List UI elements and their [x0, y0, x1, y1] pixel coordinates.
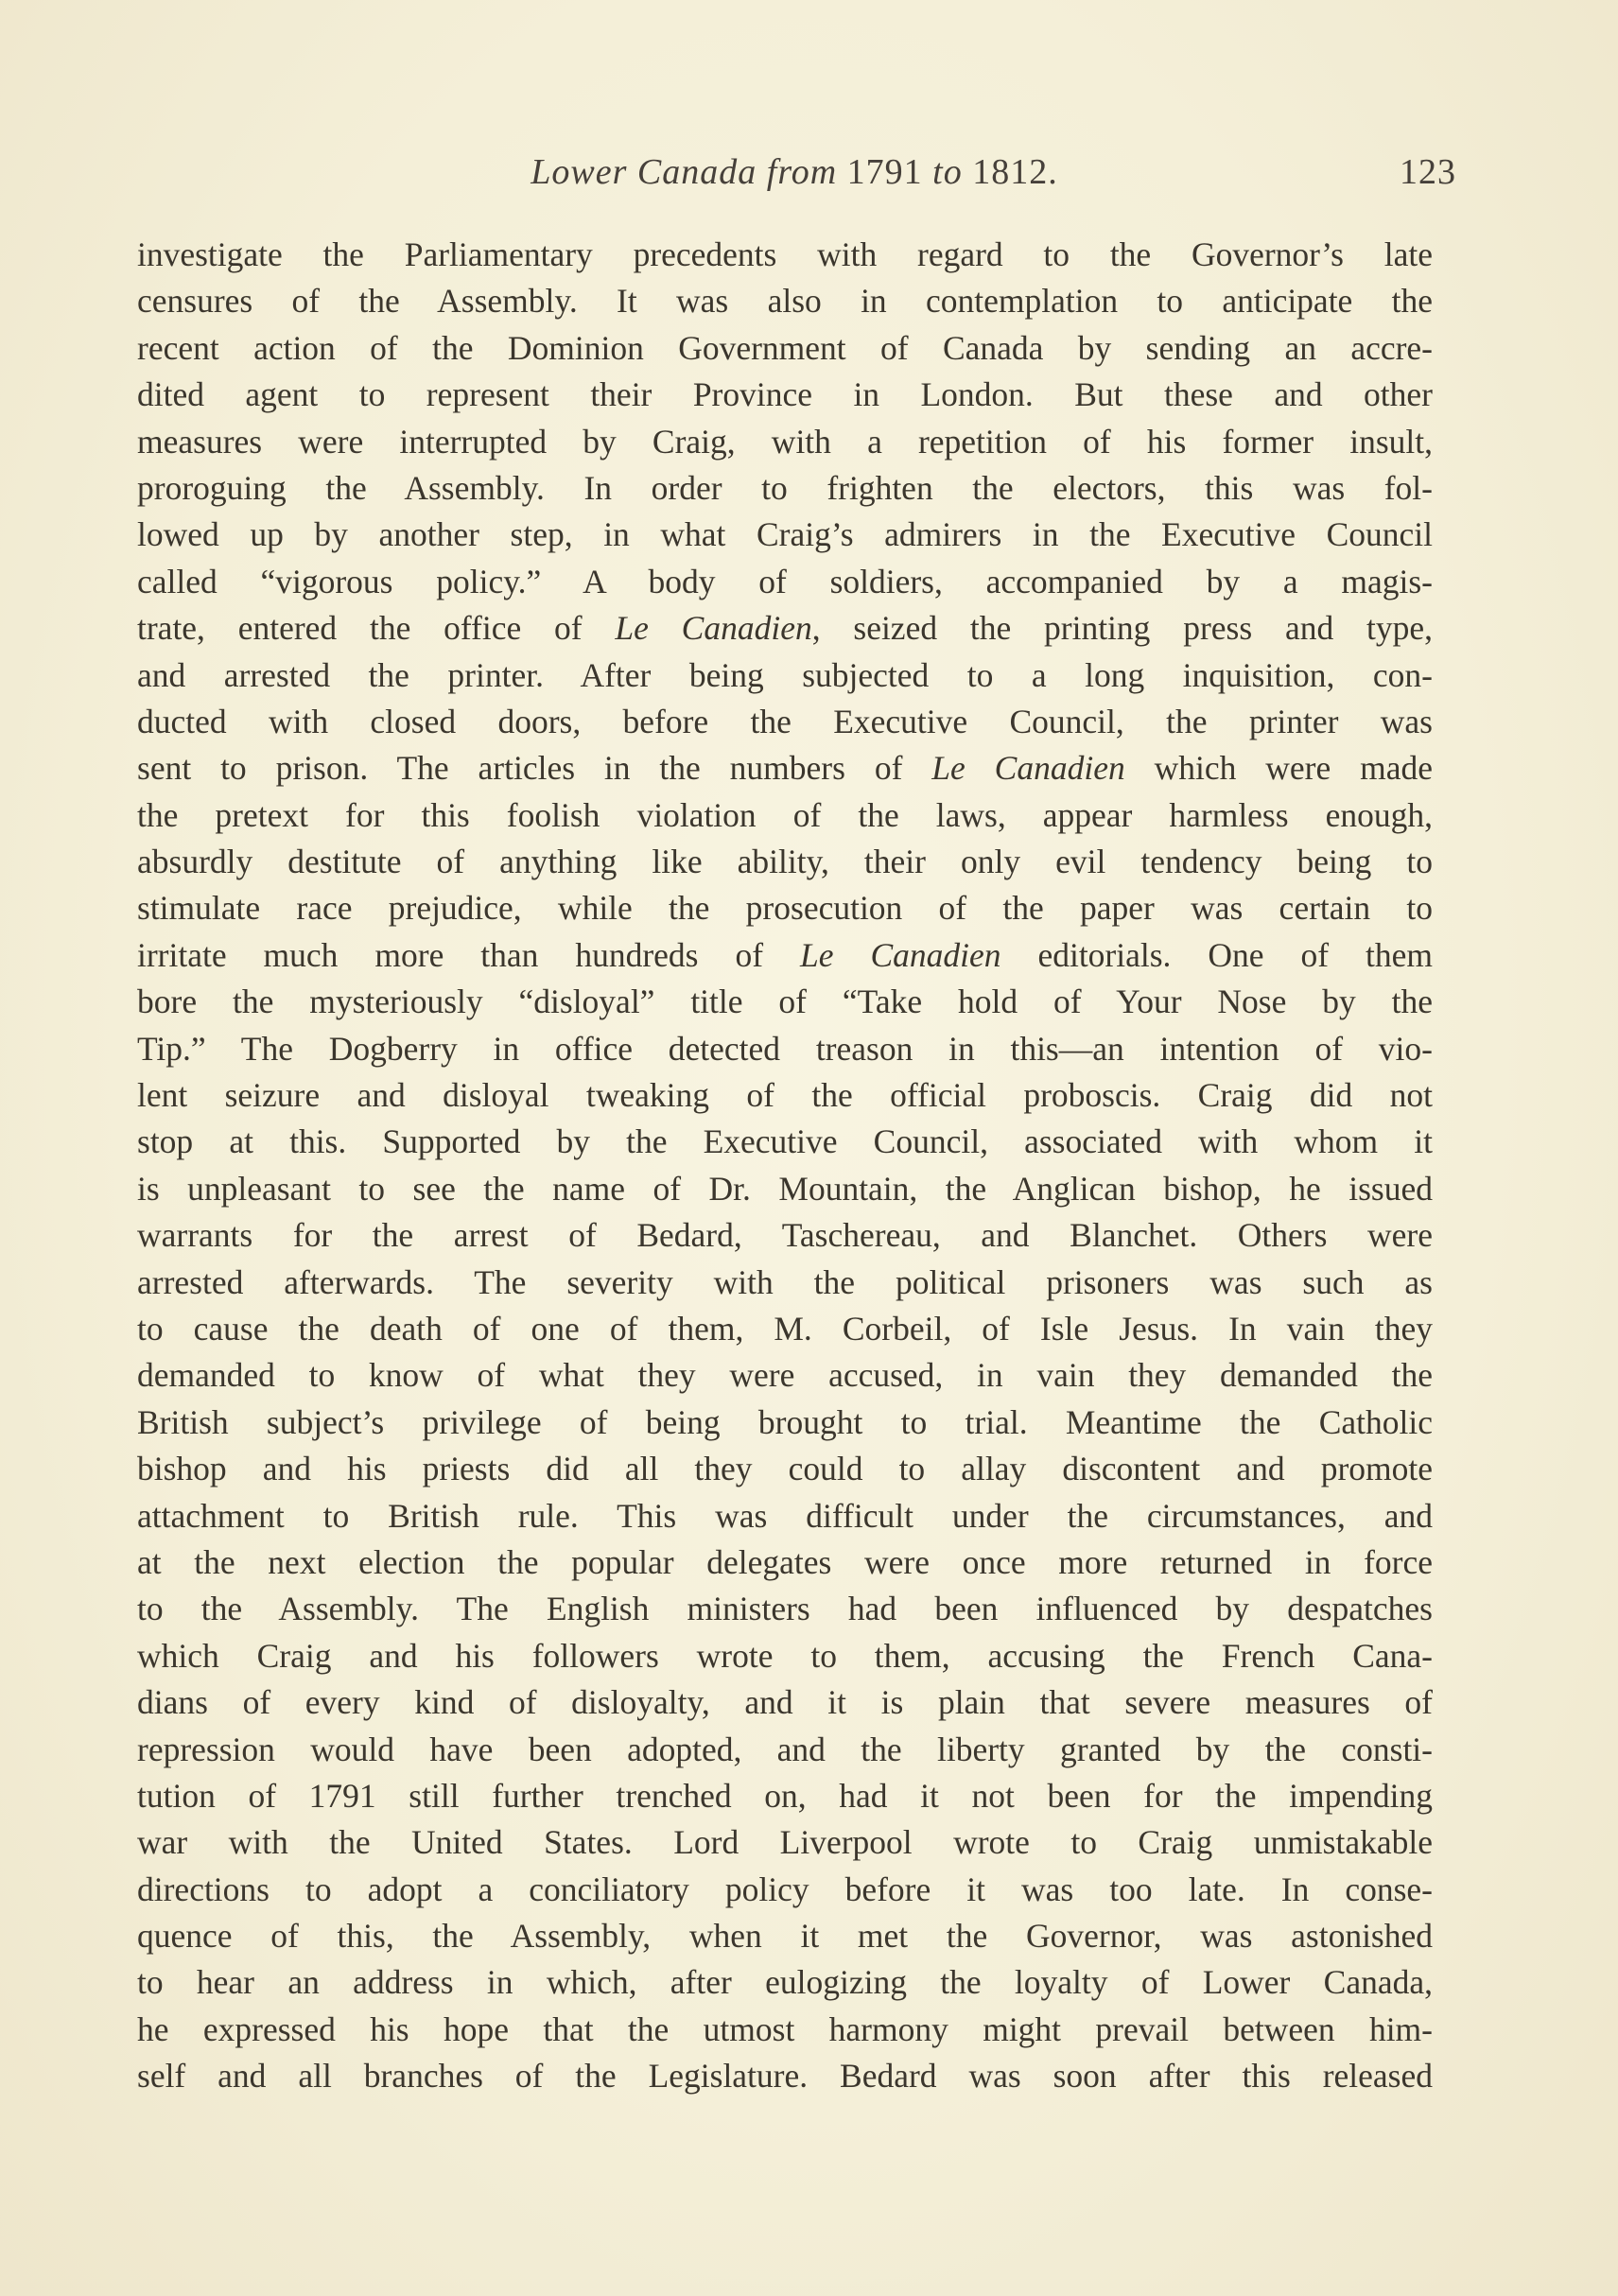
running-title-year2: 1812.: [972, 152, 1058, 192]
text-line: [137, 1913, 1433, 1959]
line-text-segment: sent to prison. The articles in the numbers of: [137, 749, 932, 788]
text-line: [137, 932, 1433, 979]
line-text-segment: directions to adopt a conciliatory policy before it was too late. In conse-: [137, 1870, 1433, 1908]
line-text-segment: he expressed his hope that the utmost harmony might prevail between him-: [137, 2009, 1433, 2048]
text-line: [137, 792, 1433, 839]
line-text-segment: censures of the Assembly. It was also in contemplation to anticipate the: [137, 282, 1433, 321]
text-line: [137, 1400, 1433, 1446]
line-text-segment: to hear an address in which, after eulogizing the loyalty of Lower Canada,: [137, 1963, 1433, 2002]
text-line: [137, 1773, 1433, 1819]
line-text-segment: tution of 1791 still further trenched on, had it not been for the impending: [137, 1776, 1433, 1815]
line-text-segment: called “vigorous policy.” A body of soldiers, accompanied by a magis-: [137, 562, 1433, 600]
running-title-year1: 1791: [846, 152, 923, 192]
running-title-part1: Lower Canada from: [531, 152, 847, 192]
text-line: [137, 1072, 1433, 1119]
line-text-segment: at the next election the popular delegates were once more returned in force: [137, 1542, 1433, 1581]
line-text-segment: is unpleasant to see the name of Dr. Mountain, the Anglican bishop, he issued: [137, 1169, 1433, 1208]
text-line: [137, 278, 1433, 324]
text-line: [137, 1026, 1433, 1072]
line-text-segment: recent action of the Dominion Government of Canada by sending an accre-: [137, 328, 1433, 367]
text-line: [137, 1166, 1433, 1212]
running-head: [132, 151, 1456, 208]
line-text-segment: British subject’s privilege of being brought to trial. Meantime the Catholic: [137, 1402, 1433, 1441]
text-line: [137, 1212, 1433, 1259]
text-line: [137, 325, 1433, 372]
line-text-segment: dited agent to represent their Province in London. But these and other: [137, 375, 1433, 414]
text-line: [137, 372, 1433, 418]
line-text-segment: irritate much more than hundreds of: [137, 935, 800, 974]
line-text-segment: investigate the Parliamentary precedents with regard to the Governor’s late: [137, 235, 1433, 273]
line-text-segment: bore the mysteriously “disloyal” title of “Take hold of Your Nose by the: [137, 983, 1433, 1021]
line-text-segment: ducted with closed doors, before the Executive Council, the printer was: [137, 702, 1433, 740]
text-line: [137, 1119, 1433, 1165]
text-line: [137, 652, 1433, 699]
line-text-segment: and arrested the printer. After being subjected to a long inquisition, con-: [137, 655, 1433, 694]
text-line: [137, 1633, 1433, 1679]
line-text-segment: to the Assembly. The English ministers had been influenced by despatches: [137, 1590, 1433, 1628]
text-line: [137, 1679, 1433, 1726]
text-line: [137, 1867, 1433, 1913]
line-text-segment: stop at this. Supported by the Executive Council, associated with whom it: [137, 1122, 1433, 1161]
text-line: [137, 512, 1433, 558]
line-text-segment: editorials. One of them: [1000, 935, 1433, 974]
text-line: [137, 1352, 1433, 1399]
line-text-segment: , seized the printing press and type,: [811, 609, 1433, 648]
text-line: [137, 559, 1433, 605]
text-line: [137, 1819, 1433, 1866]
text-line: [137, 1306, 1433, 1352]
text-line: [137, 1260, 1433, 1306]
line-text-segment: which Craig and his followers wrote to them, accusing the French Cana-: [137, 1636, 1433, 1675]
line-text-segment: arrested afterwards. The severity with the political prisoners was such as: [137, 1262, 1433, 1301]
line-text-segment: measures were interrupted by Craig, with a repetition of his former insult,: [137, 422, 1433, 461]
text-line: [137, 745, 1433, 791]
line-text-segment: the pretext for this foolish violation of the laws, appear harmless enough,: [137, 795, 1433, 834]
line-text-segment: trate, entered the office of: [137, 609, 616, 648]
text-line: [137, 1539, 1433, 1586]
text-line: [137, 1493, 1433, 1539]
text-line: [137, 232, 1433, 278]
line-text-segment: quence of this, the Assembly, when it met the Governor, was astonished: [137, 1917, 1433, 1956]
text-line: [137, 699, 1433, 745]
line-text-segment: lowed up by another step, in what Craig’s admirers in the Executive Council: [137, 515, 1433, 554]
line-text-segment: to cause the death of one of them, M. Corbeil, of Isle Jesus. In vain they: [137, 1309, 1433, 1348]
italic-title-text: Le Canadien: [615, 609, 812, 648]
line-text-segment: which were made: [1124, 749, 1433, 788]
page-number: 123: [1400, 152, 1456, 192]
text-line: [137, 605, 1433, 652]
line-text-segment: self and all branches of the Legislature. Bedard was soon after this released: [137, 2057, 1433, 2096]
line-text-segment: bishop and his priests did all they could to allay discontent and promote: [137, 1450, 1433, 1488]
line-text-segment: dians of every kind of disloyalty, and it is plain that severe measures of: [137, 1683, 1433, 1722]
text-line: [137, 1727, 1433, 1773]
text-line: [137, 419, 1433, 465]
line-text-segment: war with the United States. Lord Liverpool wrote to Craig unmistakable: [137, 1823, 1433, 1862]
line-text-segment: Tip.” The Dogberry in office detected treason in this—an intention of vio-: [137, 1029, 1433, 1068]
line-text-segment: demanded to know of what they were accused, in vain they demanded the: [137, 1356, 1433, 1395]
text-line: [137, 465, 1433, 512]
running-title: [132, 151, 1456, 193]
italic-title-text: Le Canadien: [799, 935, 1001, 974]
line-text-segment: absurdly destitute of anything like ability, their only evil tendency being to: [137, 843, 1433, 881]
body-text: [137, 232, 1433, 2100]
line-text-segment: stimulate race prejudice, while the prosecution of the paper was certain to: [137, 889, 1433, 928]
line-text-segment: attachment to British rule. This was difficult under the circumstances, and: [137, 1496, 1433, 1535]
italic-title-text: Le Canadien: [931, 749, 1125, 788]
text-line: [137, 1586, 1433, 1632]
line-text-segment: proroguing the Assembly. In order to frighten the electors, this was fol-: [137, 468, 1433, 507]
text-line: [137, 1959, 1433, 2006]
text-line: [137, 979, 1433, 1025]
running-title-to: to: [922, 152, 973, 192]
text-line: [137, 1446, 1433, 1492]
text-line: [137, 2053, 1433, 2099]
text-line: [137, 839, 1433, 885]
text-line: [137, 885, 1433, 931]
text-line: [137, 2007, 1433, 2053]
line-text-segment: lent seizure and disloyal tweaking of the official proboscis. Craig did not: [137, 1076, 1433, 1115]
line-text-segment: repression would have been adopted, and the liberty granted by the consti-: [137, 1730, 1433, 1768]
line-text-segment: warrants for the arrest of Bedard, Taschereau, and Blanchet. Others were: [137, 1216, 1433, 1255]
